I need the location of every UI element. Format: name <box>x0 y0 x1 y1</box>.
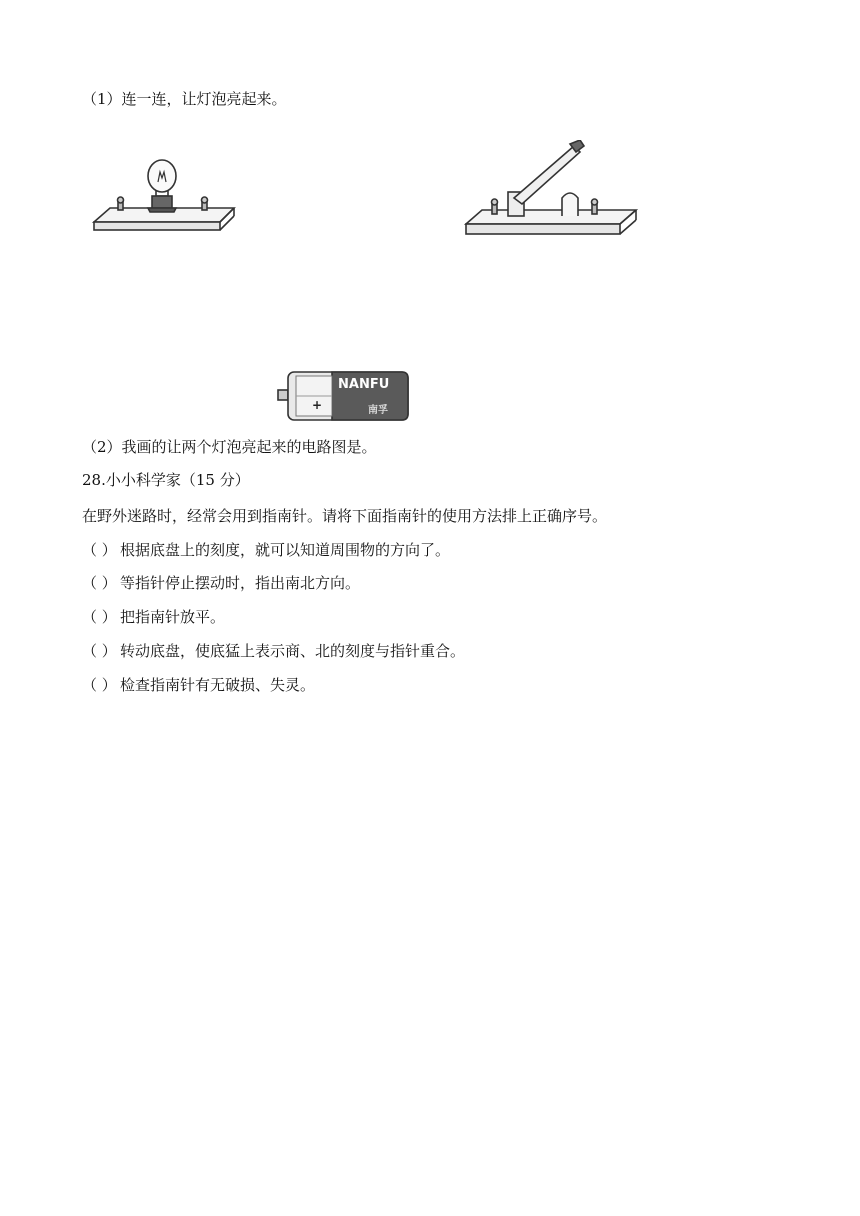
step-text-5: 检查指南针有无破损、失灵。 <box>120 676 316 694</box>
step-text-4: 转动底盘，使底猛上表示商、北的刻度与指针重合。 <box>120 642 466 660</box>
step-row-1 <box>82 540 450 560</box>
step-row-5 <box>82 675 315 695</box>
part2-prompt: （2）我画的让两个灯泡亮起来的电路图是。 <box>82 438 377 456</box>
step-row-3 <box>82 607 225 627</box>
answer-blank-1[interactable]: （ ） <box>82 541 117 559</box>
step-text-2: 等指针停止摆动时，指出南北方向。 <box>120 574 361 592</box>
battery-brand-text: NANFU <box>338 377 390 392</box>
knife-switch-figure[interactable] <box>462 140 638 244</box>
question-28-intro: 在野外迷路时，经常会用到指南针。请将下面指南针的使用方法排上正确序号。 <box>82 507 608 525</box>
battery-figure[interactable] <box>276 366 414 426</box>
part1-prompt: （1）连一连，让灯泡亮起来。 <box>82 90 287 108</box>
battery-sub-text: 南孚 <box>368 405 388 416</box>
step-row-4 <box>82 641 465 661</box>
step-text-3: 把指南针放平。 <box>120 608 226 626</box>
answer-blank-4[interactable]: （ ） <box>82 642 117 660</box>
answer-blank-3[interactable]: （ ） <box>82 608 117 626</box>
step-text-1: 根据底盘上的刻度，就可以知道周围物的方向了。 <box>120 541 451 559</box>
question-28-heading: 28.小小科学家（15 分） <box>82 471 250 489</box>
bulb-on-base-figure[interactable] <box>88 152 238 236</box>
answer-blank-2[interactable]: （ ） <box>82 574 117 592</box>
answer-blank-5[interactable]: （ ） <box>82 676 117 694</box>
battery-plus-text: + <box>312 398 323 412</box>
step-row-2 <box>82 573 360 593</box>
